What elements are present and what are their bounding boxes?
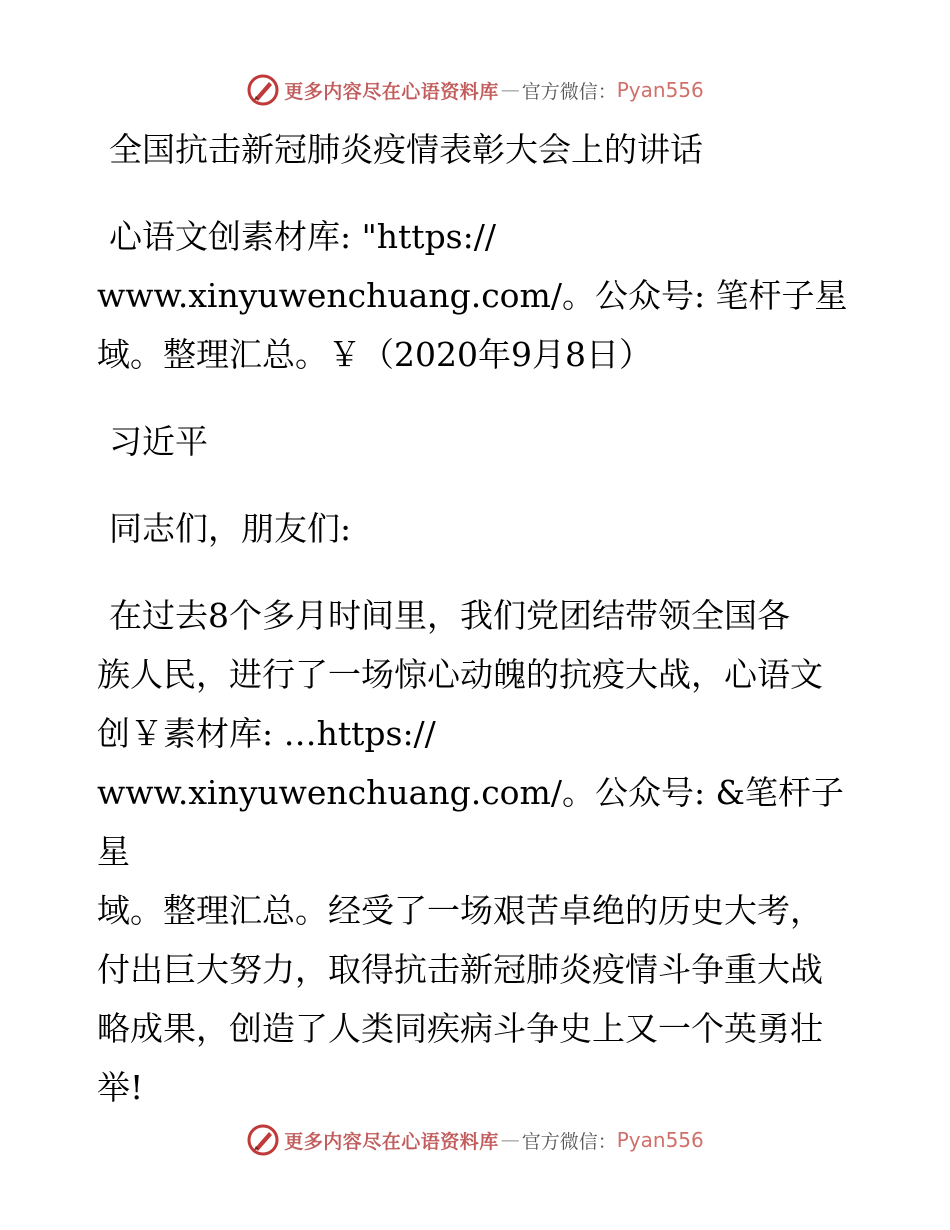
header-slogan: 更多内容尽在心语资料库: [284, 80, 499, 103]
footer-slogan: 更多内容尽在心语资料库: [284, 1130, 499, 1153]
header-wechat-id: Pyan556: [616, 78, 704, 102]
source-line-2: www.xinyuwenchuang.com/。公众号: 笔杆子星: [97, 276, 848, 315]
source-line-1: 心语文创素材库: "https://: [109, 217, 496, 256]
body-line-7: 略成果，创造了人类同疾病斗争史上又一个英勇壮: [97, 1009, 823, 1048]
header-dash: —: [500, 79, 520, 101]
pen-logo-icon: [246, 1123, 280, 1157]
document-title: 全国抗击新冠肺炎疫情表彰大会上的讲话: [109, 130, 703, 169]
source-line-3: 域。整理汇总。￥（2020年9月8日）: [97, 335, 652, 374]
body-line-2: 族人民，进行了一场惊心动魄的抗疫大战，心语文: [97, 655, 823, 694]
header-watermark-banner: [0, 70, 950, 110]
pen-logo-icon: [246, 73, 280, 107]
body-line-3: 创￥素材库: …https://: [97, 714, 436, 753]
body-line-4: www.xinyuwenchuang.com/。公众号: &笔杆子星: [97, 773, 844, 871]
document-body: [97, 120, 857, 1117]
author-name: 习近平: [109, 422, 208, 461]
greeting: 同志们，朋友们:: [109, 509, 352, 548]
body-line-5: 域。整理汇总。经受了一场艰苦卓绝的历史大考，: [97, 891, 823, 930]
body-line-8: 举!: [97, 1068, 144, 1107]
footer-watermark-banner: [0, 1120, 950, 1160]
footer-dash: —: [500, 1129, 520, 1151]
body-line-6: 付出巨大努力，取得抗击新冠肺炎疫情斗争重大战: [97, 950, 823, 989]
footer-wechat-label: 官方微信：: [521, 1130, 617, 1153]
header-wechat-label: 官方微信：: [521, 80, 617, 103]
footer-wechat-id: Pyan556: [616, 1128, 704, 1152]
body-line-1: 在过去8个多月时间里，我们党团结带领全国各: [109, 596, 790, 635]
